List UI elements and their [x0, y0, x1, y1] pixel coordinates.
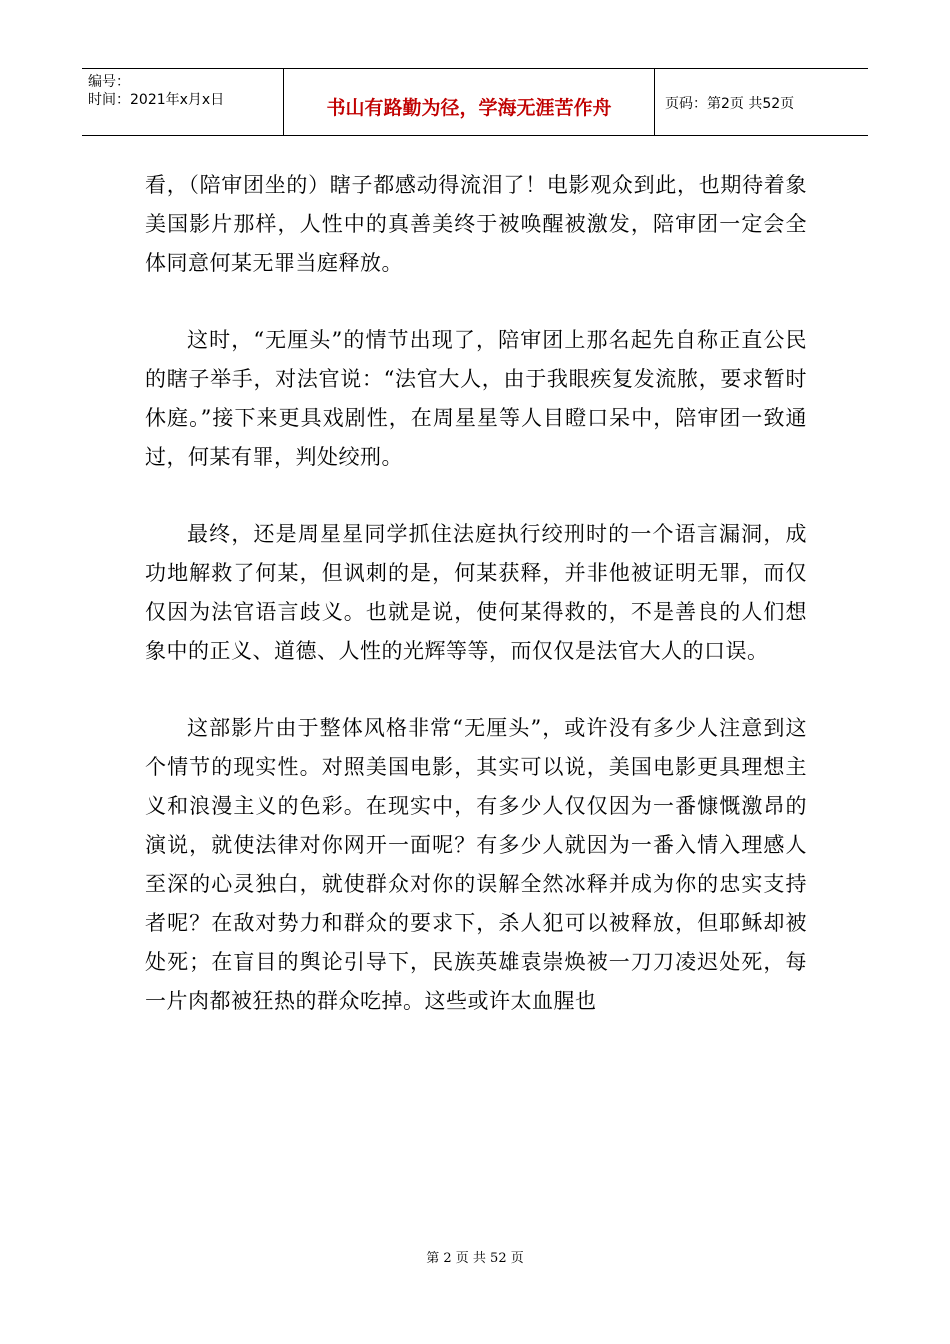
- number-label: 编号：: [88, 74, 130, 90]
- header-motto: 书山有路勤为径，学海无涯苦作舟: [283, 69, 655, 135]
- page-footer: 第 2 页 共 52 页: [426, 1251, 524, 1266]
- paragraph: 看，（陪审团坐的）瞎子都感动得流泪了！电影观众到此，也期待着象美国影片那样，人性中的真善美终于被唤醒被激发，陪审团一定会全体同意何某无罪当庭释放。: [145, 173, 807, 275]
- page-header: [82, 68, 868, 136]
- header-page-info: 页码：第2页 共52页: [665, 96, 795, 112]
- paragraph: 这部影片由于整体风格非常“无厘头”，或许没有多少人注意到这个情节的现实性。对照美国电影，其实可以说，美国电影更具理想主义和浪漫主义的色彩。在现实中，有多少人仅仅因为一番慷慨激昂的演说，就使法律对你网开一面呢？有多少人就因为一番入情入理感人至深的心灵独白，就使群众对你的误解全然冰释并成为你的忠实支持者呢？在敌对势力和群众的要求下，杀人犯可以被释放，但耶稣却被处死；在盲目的舆论引导下，民族英雄袁崇焕被一刀刀凌迟处死，每一片肉都被狂热的群众吃掉。这些或许太血腥也: [145, 716, 807, 1013]
- document-body: [145, 166, 807, 1059]
- time-label: 时间：2021年x月x日: [88, 92, 225, 108]
- paragraph: 最终，还是周星星同学抓住法庭执行绞刑时的一个语言漏洞，成功地解救了何某，但讽刺的是，何某获释，并非他被证明无罪，而仅仅因为法官语言歧义。也就是说，使何某得救的，不是善良的人们想象中的正义、道德、人性的光辉等等，而仅仅是法官大人的口误。: [145, 522, 807, 663]
- paragraph: 这时，“无厘头”的情节出现了，陪审团上那名起先自称正直公民的瞎子举手，对法官说：“法官大人，由于我眼疾复发流脓，要求暂时休庭。”接下来更具戏剧性，在周星星等人目瞪口呆中，陪审团一致通过，何某有罪，判处绞刑。: [145, 328, 807, 469]
- header-meta: [82, 69, 283, 135]
